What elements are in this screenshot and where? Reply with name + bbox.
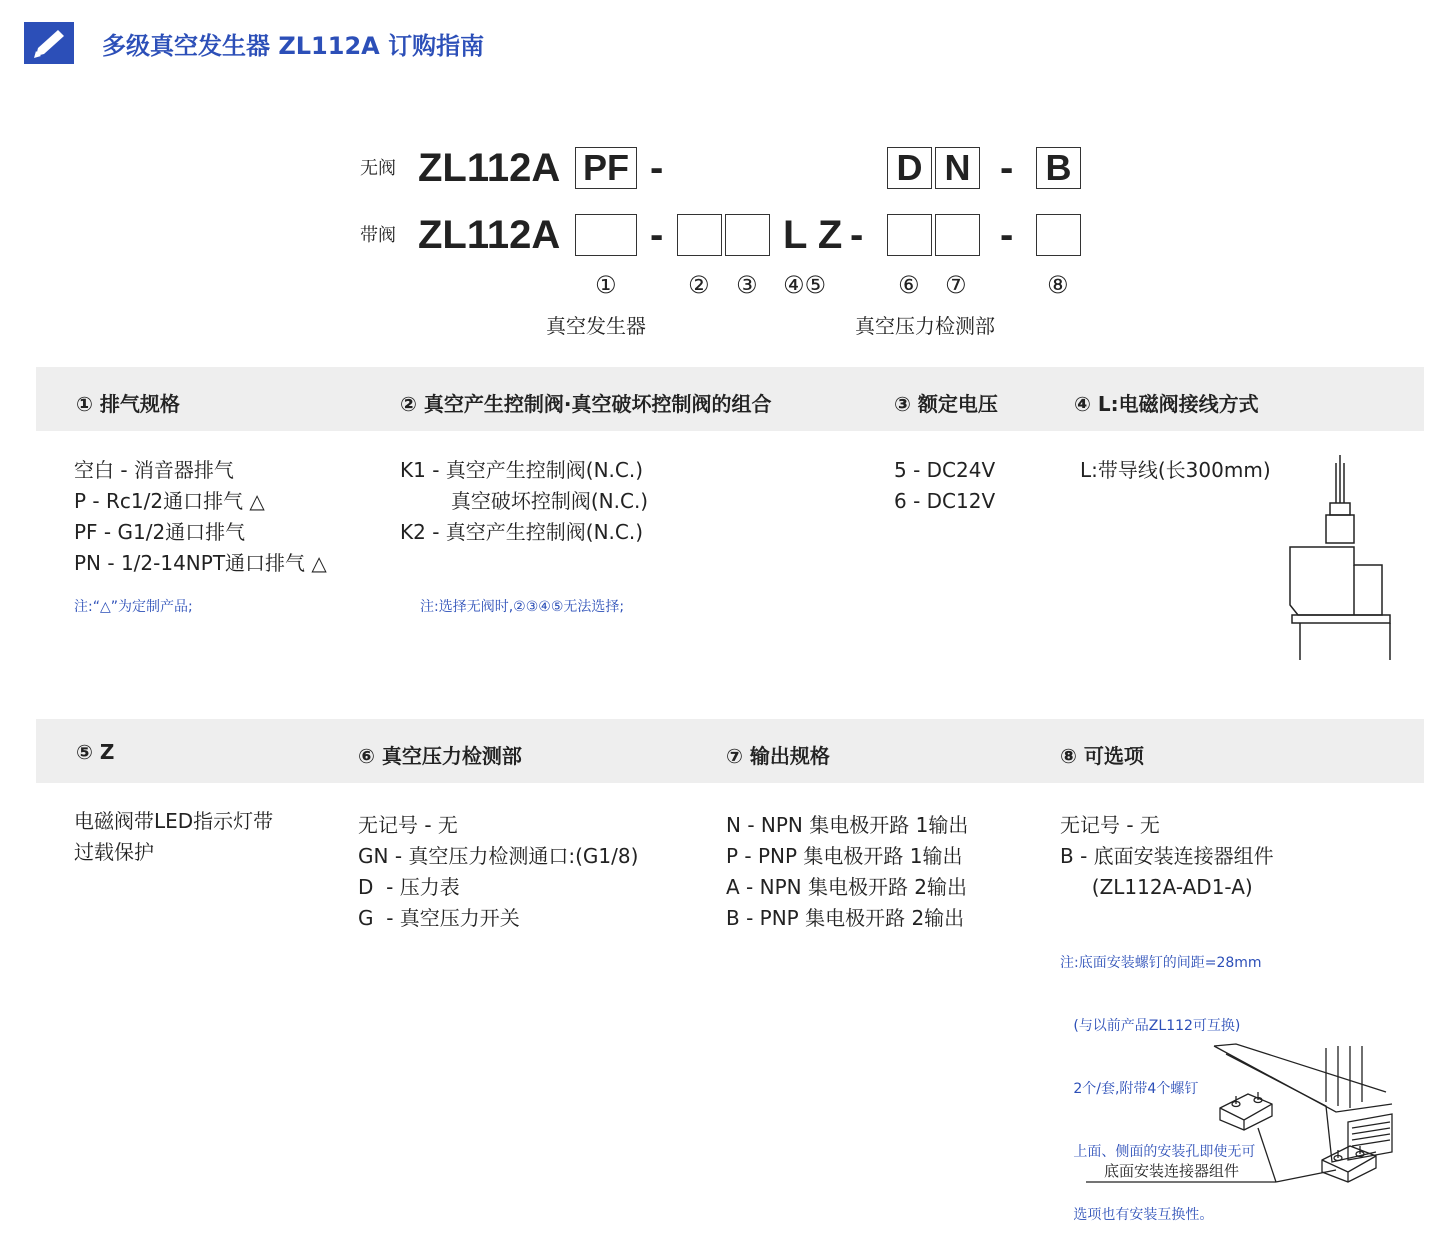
exhaust-option: 空白 - 消音器排气: [74, 458, 234, 482]
position-number-6: ⑥: [898, 271, 920, 299]
row2-label: 带阀: [360, 225, 396, 246]
exhaust-options: [74, 455, 327, 579]
detect-options: [358, 810, 638, 934]
row1-model: ZL112A: [418, 146, 561, 190]
header-output: ⑦ 输出规格: [726, 744, 830, 768]
z-description: [74, 806, 273, 868]
row2-dash2: -: [850, 213, 864, 257]
solenoid-lead-wire-drawing: [1282, 455, 1392, 665]
output-options: [726, 810, 968, 934]
wiring-option: L:带导线(长300mm): [1080, 458, 1271, 482]
voltage-option: 6 - DC12V: [894, 489, 996, 513]
row2-box-output: [935, 214, 980, 256]
row2-model: ZL112A: [418, 213, 561, 257]
row2-lz: L Z: [783, 213, 843, 257]
output-option: B - PNP 集电极开路 2输出: [726, 906, 965, 930]
pencil-icon: [24, 22, 74, 64]
option-item: (ZL112A-AD1-A): [1060, 875, 1253, 899]
exhaust-option: PF - G1/2通口排气: [74, 520, 246, 544]
caption-pressure-detect: 真空压力检测部: [855, 314, 995, 338]
header-exhaust: ① 排气规格: [76, 392, 180, 416]
row1-box-output: N: [935, 147, 980, 189]
header-option: ⑧ 可选项: [1060, 744, 1144, 768]
valve-note: 注:选择无阀时,②③④⑤无法选择;: [420, 599, 625, 615]
option-note-line: 注:底面安装螺钉的间距=28mm: [1060, 955, 1262, 971]
row1-box-detect: D: [887, 147, 932, 189]
exhaust-note: 注:“△”为定制产品;: [74, 599, 193, 615]
option-note-line: 上面、侧面的安装孔即使无可: [1060, 1144, 1256, 1160]
position-number-8: ⑧: [1047, 271, 1069, 299]
output-option: P - PNP 集电极开路 1输出: [726, 844, 963, 868]
page-title: 多级真空发生器 ZL112A 订购指南: [102, 32, 485, 60]
row2-dash1: -: [650, 213, 664, 257]
detect-option: 无记号 - 无: [358, 813, 458, 837]
header-voltage: ③ 额定电压: [894, 392, 998, 416]
header-z: ⑤ Z: [76, 740, 115, 764]
output-option: N - NPN 集电极开路 1输出: [726, 813, 969, 837]
header-valve-combo: ② 真空产生控制阀·真空破坏控制阀的组合: [400, 392, 772, 416]
option-note-line: 2个/套,附带4个螺钉: [1060, 1081, 1199, 1097]
detect-option: GN - 真空压力检测通口:(G1/8): [358, 844, 639, 868]
position-number-7: ⑦: [945, 271, 967, 299]
z-line: 过载保护: [74, 840, 154, 864]
row2-box-exhaust: [575, 214, 637, 256]
option-note-line: (与以前产品ZL112可互换): [1060, 1018, 1241, 1034]
option-list: [1060, 810, 1274, 903]
header-wiring: ④ L:电磁阀接线方式: [1074, 392, 1259, 416]
detect-option: G - 真空压力开关: [358, 906, 520, 930]
row1-label: 无阀: [360, 158, 396, 179]
valve-option: 真空破坏控制阀(N.C.): [400, 489, 649, 513]
row1-box-option: B: [1036, 147, 1081, 189]
row1-box-exhaust: PF: [575, 147, 637, 189]
row2-box-valve: [677, 214, 722, 256]
row2-dash3: -: [1000, 213, 1014, 257]
position-number-3: ③: [736, 271, 758, 299]
detect-option: D - 压力表: [358, 875, 460, 899]
header-detect: ⑥ 真空压力检测部: [358, 744, 522, 768]
valve-option: K2 - 真空产生控制阀(N.C.): [400, 520, 644, 544]
valve-options: [400, 455, 648, 548]
voltage-option: 5 - DC24V: [894, 458, 996, 482]
voltage-options: [894, 455, 995, 517]
position-number-1: ①: [595, 271, 617, 299]
row1-dash2: -: [1000, 146, 1014, 190]
output-option: A - NPN 集电极开路 2输出: [726, 875, 968, 899]
position-number-45: ④⑤: [783, 271, 827, 299]
position-number-2: ②: [688, 271, 710, 299]
row1-dash1: -: [650, 146, 664, 190]
exhaust-option: P - Rc1/2通口排气 △: [74, 489, 265, 513]
exhaust-option: PN - 1/2-14NPT通口排气 △: [74, 551, 327, 575]
row2-box-detect: [887, 214, 932, 256]
caption-vacuum-generator: 真空发生器: [546, 314, 646, 338]
valve-option: K1 - 真空产生控制阀(N.C.): [400, 458, 644, 482]
row2-box-voltage: [725, 214, 770, 256]
option-note-line: 选项也有安装互换性。: [1060, 1207, 1214, 1223]
z-line: 电磁阀带LED指示灯带: [74, 809, 274, 833]
row2-box-option: [1036, 214, 1081, 256]
option-item: 无记号 - 无: [1060, 813, 1160, 837]
connector-figure-label: 底面安装连接器组件: [1104, 1162, 1240, 1180]
option-item: B - 底面安装连接器组件: [1060, 844, 1274, 868]
